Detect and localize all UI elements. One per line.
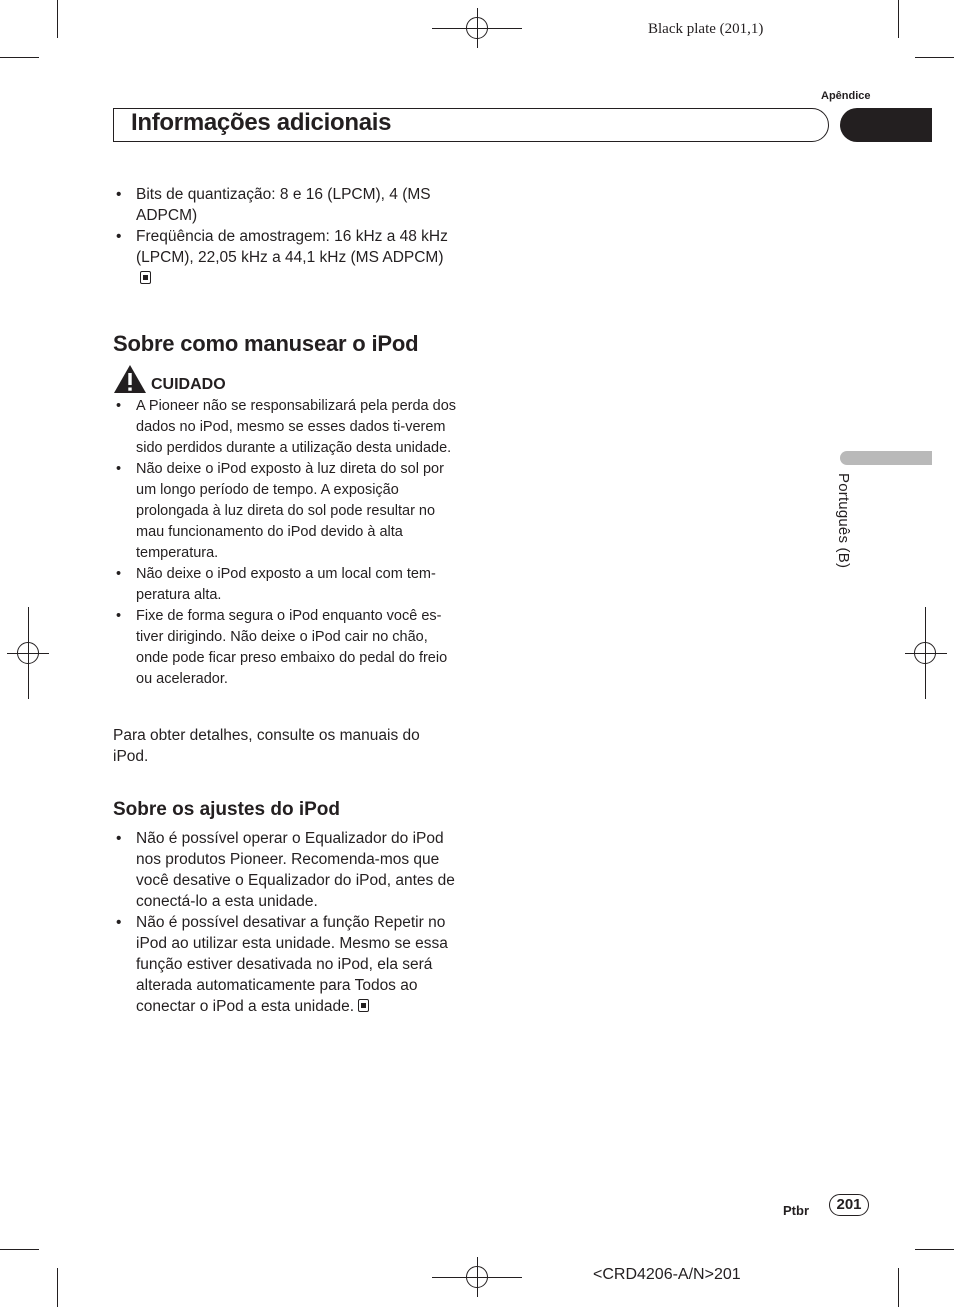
registration-mark-icon (914, 642, 936, 664)
end-mark-icon (358, 999, 369, 1012)
registration-mark-icon (17, 642, 39, 664)
settings-list (113, 828, 458, 1017)
crop-mark (0, 1249, 39, 1250)
list-item: • Não deixe o iPod exposto à luz direta do sol por um longo período de tempo. A exposição prolongada à luz direta do sol pode resultar no mau funcionamento do iPod devido à alta temperatura. (113, 459, 461, 564)
details-paragraph: Para obter detalhes, consulte os manuais do iPod. (113, 727, 420, 765)
crop-mark (0, 57, 39, 58)
section-tab (840, 108, 932, 142)
language-code: Ptbr (783, 1203, 809, 1218)
end-mark-icon (140, 271, 151, 284)
crop-mark (57, 1268, 58, 1307)
language-tab (840, 451, 932, 465)
crop-mark (57, 0, 58, 38)
list-item: • Freqüência de amostragem: 16 kHz a 48 kHz (LPCM), 22,05 kHz a 44,1 kHz (MS ADPCM) (113, 226, 458, 289)
list-item: • Não é possível desativar a função Repetir no iPod ao utilizar esta unidade. Mesmo se essa função estiver desativada no iPod, ela será alterada automaticamente para Todos ao conectar o iPod a esta unidade. (113, 912, 458, 1017)
page-title: Informações adicionais (131, 109, 392, 136)
crop-mark (915, 57, 954, 58)
document-code: <CRD4206-A/N>201 (593, 1266, 741, 1283)
caution-label: CUIDADO (151, 376, 226, 393)
language-label: Português (B) (835, 473, 852, 569)
crop-mark (898, 0, 899, 38)
subsection-heading: Sobre os ajustes do iPod (113, 799, 340, 820)
list-item: • Fixe de forma segura o iPod enquanto você es-tiver dirigindo. Não deixe o iPod cair no chão, onde pode ficar preso embaixo do pedal do freio ou acelerador. (113, 606, 461, 690)
list-item: • A Pioneer não se responsabilizará pela perda dos dados no iPod, mesmo se esses dados ti-verem sido perdidos durante a utilização desta unidade. (113, 396, 461, 459)
page-number: 201 (829, 1194, 869, 1216)
list-item: • Não deixe o iPod exposto a um local com tem-peratura alta. (113, 564, 461, 606)
list-item: • Não é possível operar o Equalizador do iPod nos produtos Pioneer. Recomenda-mos que você desative o Equalizador do iPod, antes de conectá-lo a esta unidade. (113, 828, 458, 912)
caution-header (113, 364, 253, 396)
section-label: Apêndice (821, 90, 871, 102)
crop-mark (898, 1268, 899, 1307)
crop-mark (915, 1249, 954, 1250)
warning-icon (113, 364, 147, 394)
plate-label: Black plate (201,1) (648, 21, 764, 37)
caution-list (113, 396, 461, 690)
section-heading: Sobre como manusear o iPod (113, 331, 419, 356)
intro-list (113, 184, 458, 289)
list-item: • Bits de quantização: 8 e 16 (LPCM), 4 (MS ADPCM) (113, 184, 458, 226)
registration-mark-icon (466, 1266, 488, 1288)
registration-mark-icon (466, 17, 488, 39)
